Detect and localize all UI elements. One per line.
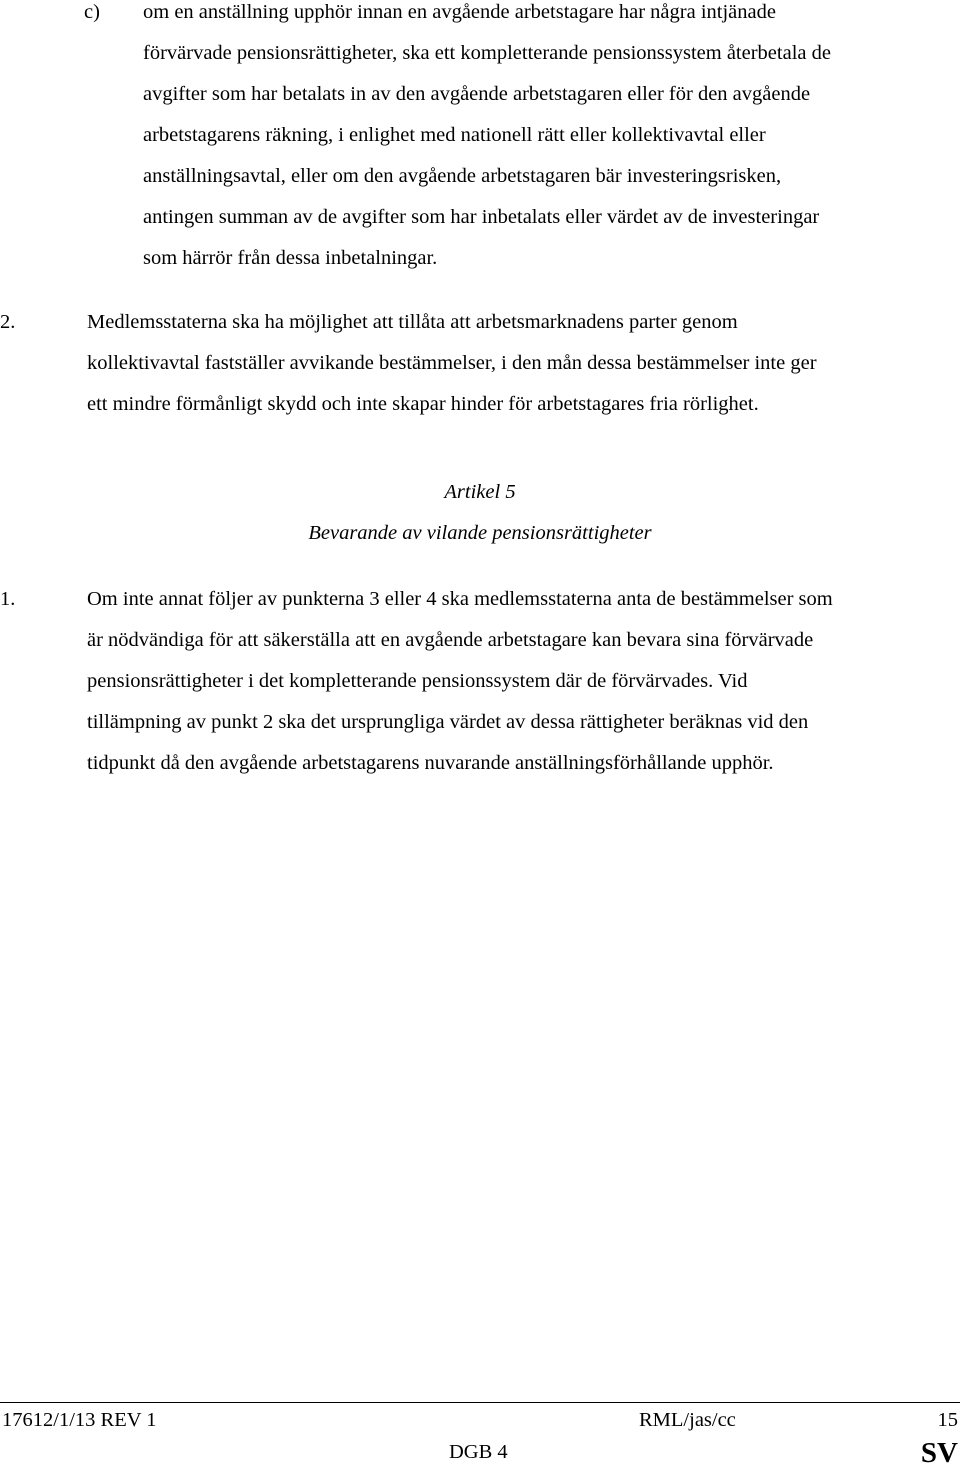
paragraph-1-line-5: tidpunkt då den avgående arbetstagarens nuvarande anställningsförhållande upphör. [87, 752, 774, 774]
paragraph-c-line-4: arbetstagarens räkning, i enlighet med nationell rätt eller kollektivavtal eller [143, 124, 766, 146]
paragraph-c-line-6: antingen summan av de avgifter som har inbetalats eller värdet av de investeringar [143, 206, 820, 228]
paragraph-1-line-4: tillämpning av punkt 2 ska det ursprungliga värdet av dessa rättigheter beräknas vid den [87, 711, 809, 733]
paragraph-2-line-1: Medlemsstaterna ska ha möjlighet att tillåta att arbetsmarknadens parter genom [87, 311, 738, 333]
paragraph-2-line-3: ett mindre förmånligt skydd och inte skapar hinder för arbetstagares fria rörlighet. [87, 393, 759, 415]
paragraph-2-line-2: kollektivavtal fastställer avvikande bestämmelser, i den mån dessa bestämmelser inte ger [87, 352, 817, 374]
footer-doc-ref: 17612/1/13 REV 1 [2, 1409, 157, 1431]
footer-page-number: 15 [937, 1409, 958, 1431]
article-number: Artikel 5 [444, 481, 516, 503]
paragraph-c-line-7: som härrör från dessa inbetalningar. [143, 247, 438, 269]
paragraph-c-line-1: om en anställning upphör innan en avgående arbetstagare har några intjänade [143, 1, 776, 23]
paragraph-c-label: c) [84, 1, 100, 23]
paragraph-1-line-2: är nödvändiga för att säkerställa att en avgående arbetstagare kan bevara sina förvärvade [87, 629, 814, 651]
paragraph-c-line-5: anställningsavtal, eller om den avgående arbetstagaren bär investeringsrisken, [143, 165, 782, 187]
paragraph-1-line-3: pensionsrättigheter i det kompletterande pensionssystem där de förvärvades. Vid [87, 670, 748, 692]
footer-rule [0, 1402, 960, 1403]
footer-dg: DGB 4 [449, 1441, 508, 1463]
paragraph-1-line-1: Om inte annat följer av punkterna 3 eller 4 ska medlemsstaterna anta de bestämmelser som [87, 588, 833, 610]
footer-language: SV [920, 1437, 958, 1469]
paragraph-2-label: 2. [0, 311, 16, 333]
paragraph-c-line-2: förvärvade pensionsrättigheter, ska ett kompletterande pensionssystem återbetala de [143, 42, 831, 64]
paragraph-c-line-3: avgifter som har betalats in av den avgående arbetstagaren eller för den avgående [143, 83, 811, 105]
footer-author-ref: RML/jas/cc [639, 1409, 736, 1431]
paragraph-1-label: 1. [0, 588, 16, 610]
article-title: Bevarande av vilande pensionsrättigheter [308, 522, 652, 544]
